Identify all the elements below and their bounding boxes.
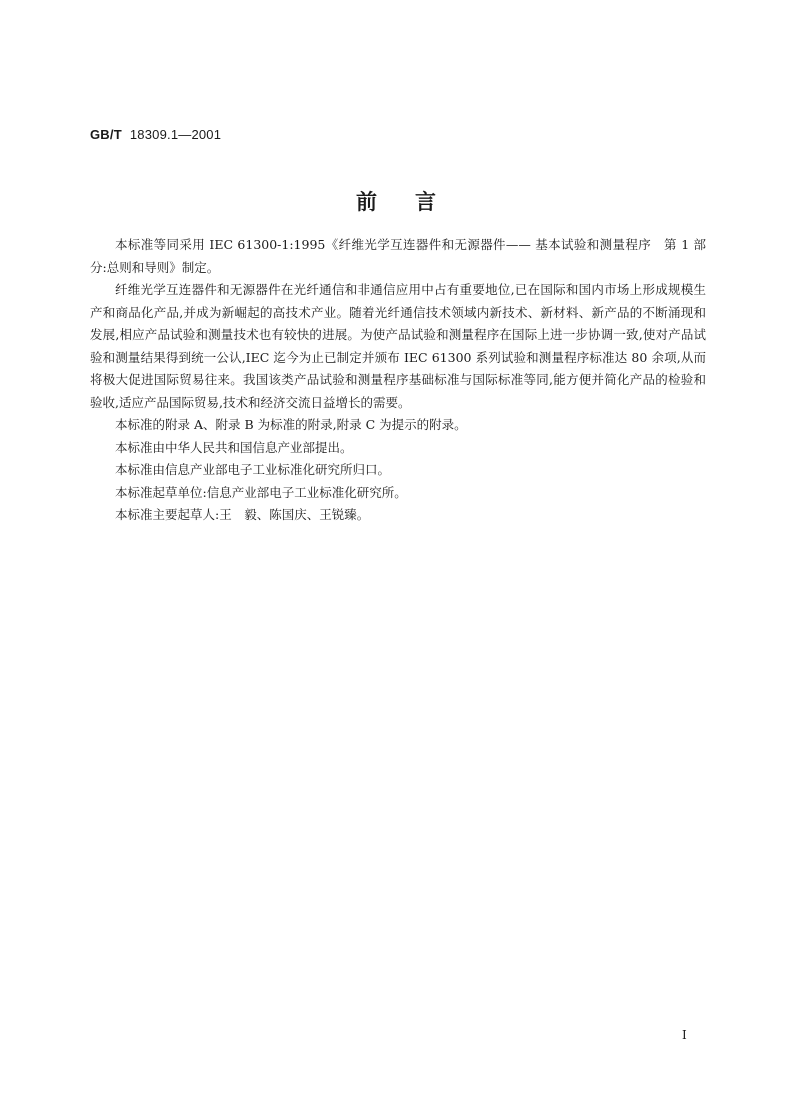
paragraph-custodian: 本标准由信息产业部电子工业标准化研究所归口。: [115, 462, 391, 477]
paragraph-proposer: 本标准由中华人民共和国信息产业部提出。: [115, 439, 353, 455]
paragraph-annexes: 本标准的附录 A、附录 B 为标准的附录,附录 C 为提示的附录。: [115, 417, 467, 432]
standard-number: 18309.1—2001: [129, 127, 222, 142]
paragraph-drafters: 本标准主要起草人:王 毅、陈国庆、王锐臻。: [115, 507, 370, 522]
standard-prefix: GB/T: [90, 127, 122, 142]
page-title: 前言: [356, 190, 474, 214]
foreword-body: [90, 234, 706, 527]
paragraph-adoption: 本标准等同采用 IEC 61300-1:1995《纤维光学互连器件和无源器件—— 基本试验和测量程序 第 1 部分:总则和导则》制定。: [90, 237, 706, 275]
paragraph-drafting-unit: 本标准起草单位:信息产业部电子工业标准化研究所。: [115, 484, 407, 500]
paragraph-background: 纤维光学互连器件和无源器件在光纤通信和非通信应用中占有重要地位,已在国际和国内市场上形成规模生产和商品化产品,并成为新崛起的高技术产业。随着光纤通信技术领域内新技术、新材料、新产品的不断涌现和发展,相应产品试验和测量技术也有较快的进展。为使产品试验和测量程序在国际上进一步协调一致,使对产品试验和测量结果得到统一公认,IEC 迄今为止已制定并颁布 IEC 61300 系列试验和测量程序标准达 80 余项,从而将极大促进国际贸易往来。我国该类产品试验和测量程序基础标准与国际标准等同,能方便并简化产品的检验和验收,适应产品国际贸易,技术和经济交流日益增长的需要。: [90, 282, 706, 410]
standard-code: [90, 127, 221, 142]
page-number: I: [682, 1028, 687, 1042]
